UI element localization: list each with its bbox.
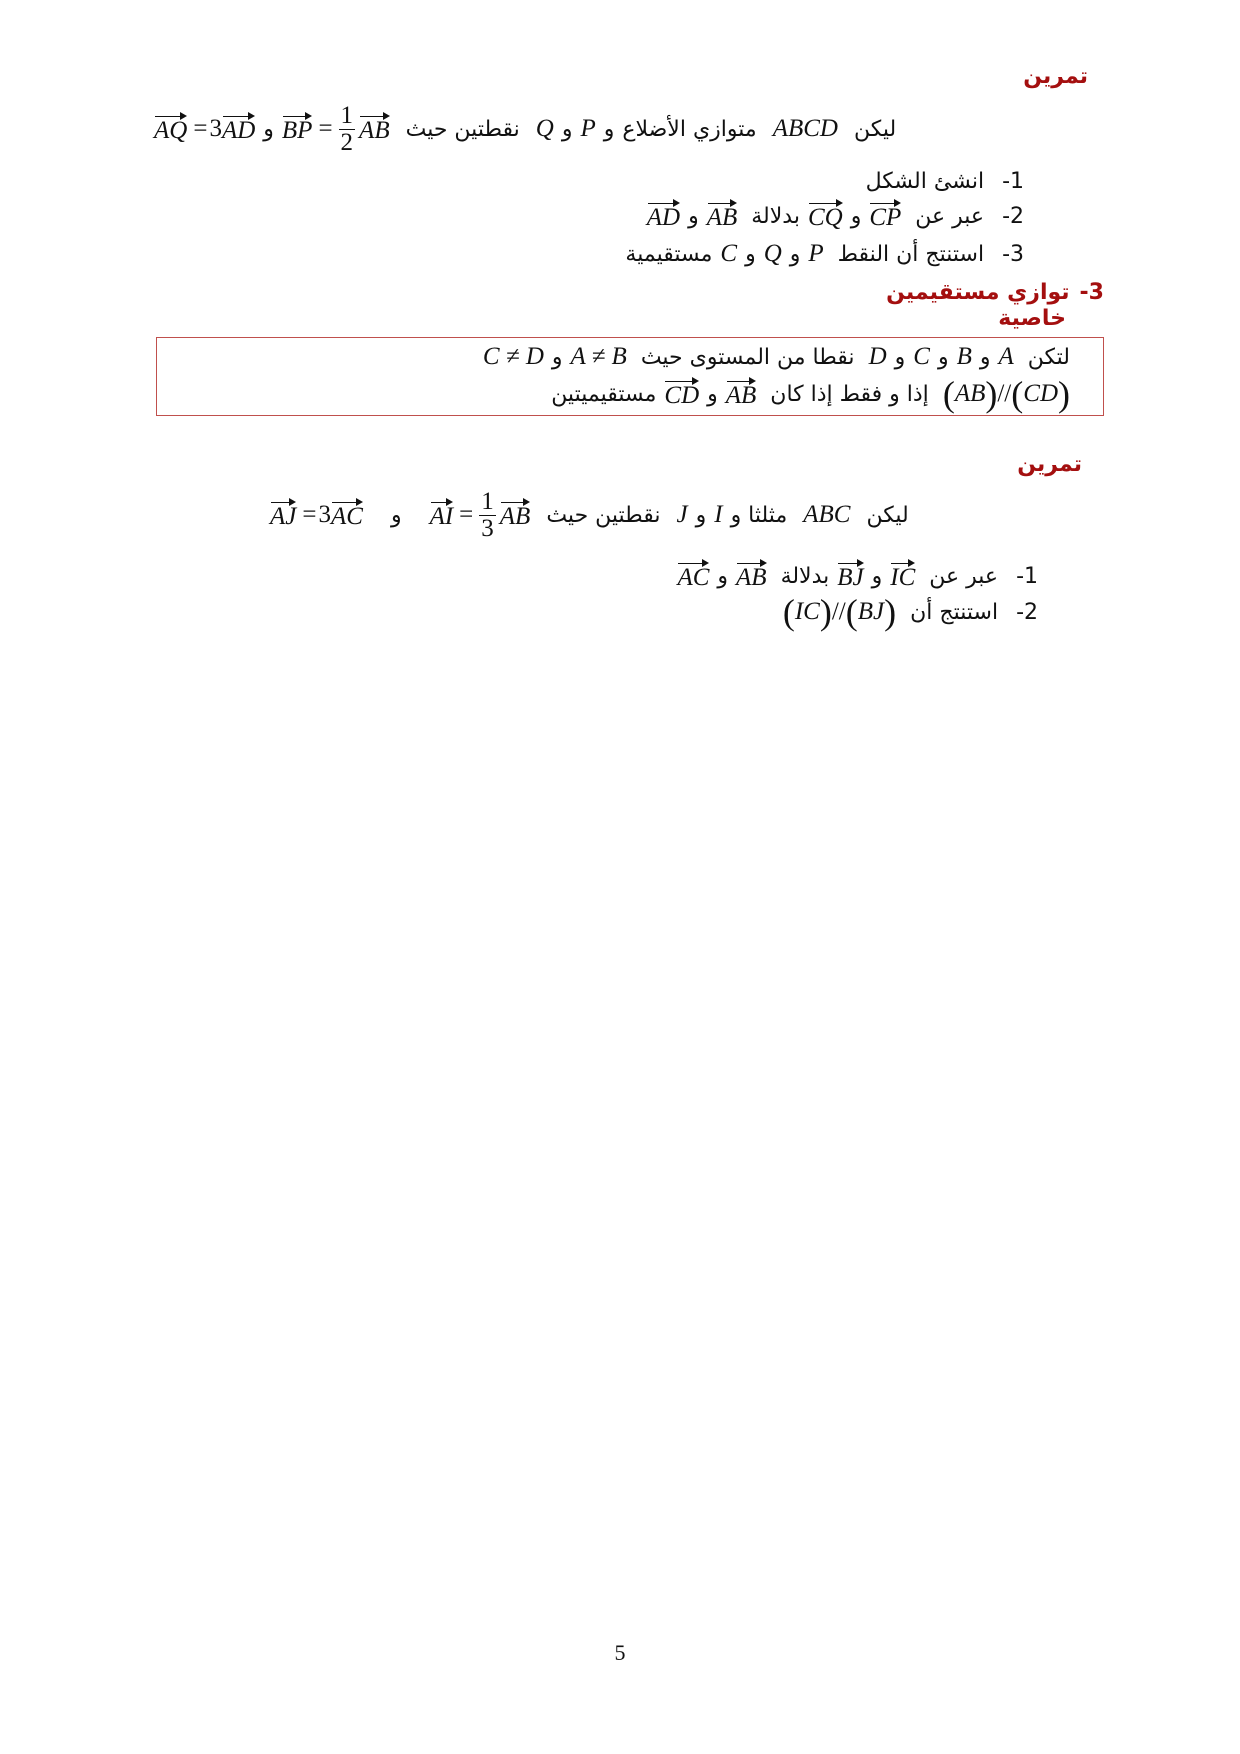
- exercise-2-question-2: [779, 592, 1042, 632]
- exercise-1-title: تمرين: [1023, 64, 1088, 89]
- exercise-2-title: تمرين: [1017, 452, 1082, 477]
- vector-ab: AB: [736, 560, 767, 592]
- equals-sign: =: [318, 115, 333, 142]
- parallel-sign: //: [997, 380, 1012, 407]
- line-parallel-ic-bj: [782, 592, 897, 632]
- word-and: و: [390, 502, 402, 528]
- figure-abcd: ABCD: [772, 115, 838, 142]
- word-and: و: [561, 116, 573, 142]
- left-paren: (: [942, 374, 955, 414]
- word-and: و: [850, 203, 862, 229]
- point-q: Q: [535, 115, 554, 142]
- figure-abc: ABC: [803, 501, 851, 528]
- equals-sign: =: [302, 501, 317, 528]
- point-p: P: [580, 115, 596, 142]
- point-a: A: [998, 343, 1014, 370]
- word-and: و: [937, 344, 949, 370]
- exercise-2-statement: [266, 480, 913, 550]
- question-number: -2: [1002, 203, 1024, 229]
- vector-aq: AQ: [154, 113, 187, 145]
- point-d: D: [868, 343, 887, 370]
- fraction-denominator: 2: [340, 128, 354, 156]
- vector-ac: AC: [677, 560, 709, 592]
- point-b: B: [956, 343, 972, 370]
- property-line-2: [547, 374, 1074, 414]
- line-parallel-ab-cd: [942, 374, 1070, 414]
- word-points-where: نقطتين حيث: [405, 116, 520, 142]
- line-bj: BJ: [857, 598, 885, 625]
- vector-ic: IC: [890, 560, 915, 592]
- vector-ab: AB: [359, 113, 390, 145]
- right-paren: ): [819, 592, 832, 632]
- word-points-of-plane: نقطا من المستوى حيث: [640, 344, 855, 370]
- vector-ab: AB: [707, 200, 738, 232]
- equals-sign: =: [193, 115, 208, 142]
- section-3-heading: [886, 280, 1104, 305]
- vector-bp: BP: [282, 113, 313, 145]
- vector-ab: AB: [500, 499, 531, 531]
- word-and: و: [789, 241, 801, 267]
- question-text: عبر عن: [929, 563, 999, 589]
- word-and: و: [717, 563, 729, 589]
- exercise-1-question-3: [621, 236, 1028, 272]
- point-c: C: [720, 240, 738, 267]
- property-heading: خاصية: [998, 306, 1066, 331]
- word-and: و: [551, 344, 563, 370]
- vector-cd: CD: [664, 378, 699, 410]
- vector-ab: AB: [726, 378, 757, 410]
- condition-a-not-b: A ≠ B: [570, 343, 627, 370]
- question-number: -1: [1002, 168, 1024, 194]
- right-paren: ): [884, 592, 897, 632]
- exercise-1-statement: [150, 94, 900, 164]
- word-and: و: [979, 344, 991, 370]
- right-paren: ): [985, 374, 998, 414]
- vector-ad: AD: [647, 200, 680, 232]
- point-p: P: [808, 240, 824, 267]
- parallel-sign: //: [831, 598, 846, 625]
- vector-aj: AJ: [270, 499, 296, 531]
- page-number: 5: [614, 1640, 626, 1665]
- word-and: و: [707, 381, 718, 407]
- word-and: و: [688, 203, 699, 229]
- line-ab: AB: [954, 380, 986, 407]
- word-collinear: مستقيمية: [625, 241, 713, 267]
- word-in-terms-of: بدلالة: [780, 563, 830, 589]
- line-cd: CD: [1023, 380, 1058, 407]
- word-and: و: [603, 116, 615, 142]
- word-parallelogram: متوازي الأضلاع: [622, 116, 757, 142]
- left-paren: (: [782, 592, 795, 632]
- section-title: توازي مستقيمين: [886, 280, 1070, 305]
- left-paren: (: [1011, 374, 1024, 414]
- word-points-where: نقطتين حيث: [546, 502, 661, 528]
- word-and: و: [263, 116, 274, 142]
- word-and: و: [894, 344, 906, 370]
- point-c: C: [913, 343, 930, 370]
- fraction-numerator: 1: [481, 487, 494, 515]
- word-let: ليكن: [853, 116, 897, 142]
- word-and: و: [745, 241, 756, 267]
- word-collinear: مستقيميتين: [551, 381, 657, 407]
- vector-ai: AI: [430, 499, 454, 531]
- question-number: -3: [1002, 241, 1024, 267]
- question-text: استنتج أن: [910, 599, 999, 625]
- word-iff: إذا و فقط إذا كان: [770, 381, 929, 407]
- fraction-one-half: [339, 103, 356, 156]
- word-triangle-and: مثلثا و: [730, 502, 788, 528]
- vector-ac: AC: [331, 499, 363, 531]
- left-paren: (: [845, 592, 858, 632]
- word-let: ليكن: [866, 502, 909, 528]
- coefficient-3: 3: [318, 501, 331, 528]
- line-ic: IC: [794, 598, 820, 625]
- question-text: استنتج أن النقط: [837, 241, 985, 267]
- vector-bj: BJ: [837, 560, 863, 592]
- fraction-one-third: [479, 489, 496, 542]
- equals-sign: =: [459, 501, 474, 528]
- fraction-numerator: 1: [340, 101, 354, 129]
- point-i: I: [714, 501, 723, 528]
- word-in-terms-of: بدلالة: [751, 203, 800, 229]
- word-let: لتكن: [1027, 344, 1070, 370]
- condition-c-not-d: C ≠ D: [482, 343, 544, 370]
- section-number: -3: [1079, 280, 1104, 305]
- question-number: -1: [1016, 563, 1038, 589]
- exercise-1-question-2: [643, 196, 1028, 236]
- question-number: -2: [1016, 599, 1038, 625]
- exercise-2-question-1: [673, 556, 1042, 596]
- word-and: و: [871, 563, 883, 589]
- question-text: انشئ الشكل: [865, 168, 985, 194]
- property-line-1: [479, 338, 1074, 376]
- question-text: عبر عن: [915, 203, 985, 229]
- right-paren: ): [1058, 374, 1070, 414]
- vector-ad: AD: [222, 113, 255, 145]
- word-and: و: [695, 502, 707, 528]
- vector-cq: CQ: [808, 200, 843, 232]
- fraction-denominator: 3: [481, 514, 494, 542]
- point-j: J: [676, 501, 688, 528]
- vector-cp: CP: [869, 200, 901, 232]
- coefficient-3: 3: [209, 115, 222, 142]
- point-q: Q: [763, 240, 782, 267]
- exercise-1-question-1: [862, 164, 1028, 198]
